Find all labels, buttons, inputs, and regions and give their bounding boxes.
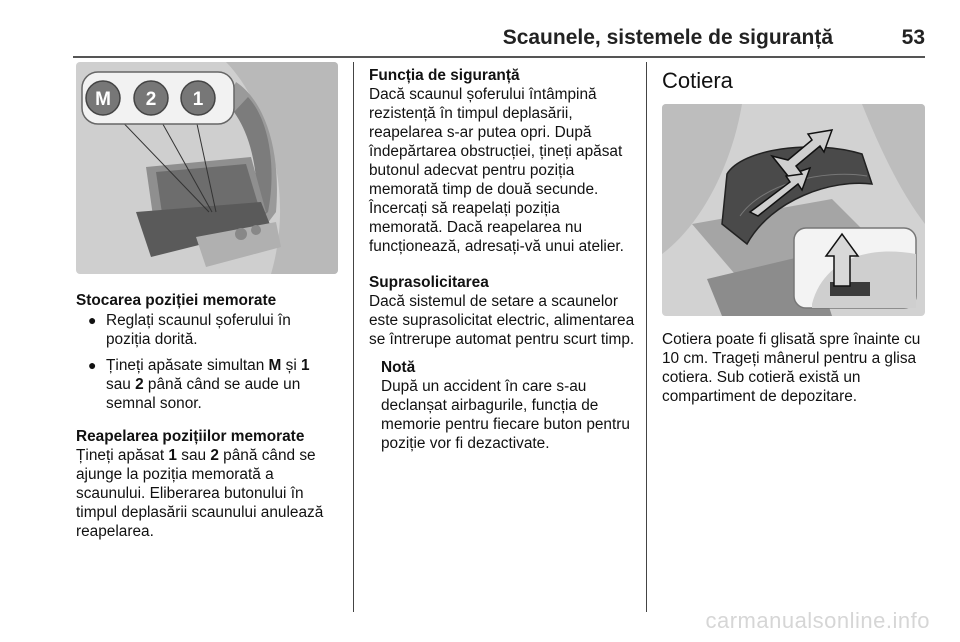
note-title: Notă (381, 359, 416, 376)
store-steps-list (76, 311, 338, 413)
recall-paragraph: Țineți apăsat 1 sau 2 până când se ajunge la poziția memorată a scaunului. Eliberarea butonului în timpul deplasării scaunului anulează reapelarea. (76, 447, 324, 540)
armrest-figure (662, 104, 925, 316)
memory-button-m (86, 81, 120, 115)
safety-paragraph: Dacă scaunul șoferului întâmpină rezistență în timpul deplasării, reapelarea s-ar putea opri. După îndepărtarea obstrucției, țineți apăsat butonul adecvat pentru poziția memorată timp de două secunde. Încercați să reapelați poziția memorată. Dacă reapelarea nu funcționează, adresați-vă unui atelier. (369, 86, 624, 255)
section-title-store-position: Stocarea poziției memorate (76, 292, 277, 309)
svg-text:1: 1 (192, 89, 204, 110)
memory-button-1 (181, 81, 215, 115)
section-heading-armrest: Cotiera (662, 68, 733, 93)
page-header (73, 26, 925, 56)
bullet-icon: ● (88, 357, 97, 373)
column-middle (369, 62, 635, 453)
bullet-icon: ● (88, 312, 97, 328)
note-paragraph: După un accident în care s-au declanșat airbagurile, funcția de memorie pentru fiecare buton pentru poziție vor fi dezactivate. (381, 378, 630, 452)
svg-text:2: 2 (145, 89, 157, 110)
list-item: ● Reglați scaunul șoferului în poziția dorită. (88, 312, 291, 348)
watermark: carmanualsonline.info (705, 608, 930, 633)
memory-button-2 (134, 81, 168, 115)
page-title: Scaunele, sistemele de siguranță (502, 26, 833, 49)
page-number: 53 (901, 26, 925, 49)
section-title-safety-function: Funcția de siguranță (369, 67, 520, 84)
section-title-recall-position: Reapelarea pozițiilor memorate (76, 428, 305, 445)
overload-paragraph: Dacă sistemul de setare a scaunelor este suprasolicitat electric, alimentarea se întrerupe automat pentru scurt timp. (369, 293, 635, 348)
column-divider-1 (353, 62, 354, 612)
column-divider-2 (646, 62, 647, 612)
column-left (76, 62, 338, 541)
section-title-overload: Suprasolicitarea (369, 274, 489, 291)
column-right (662, 62, 928, 406)
header-rule (73, 56, 925, 58)
list-item: ● Țineți apăsate simultan M și 1 sau 2 până când se aude un semnal sonor. (88, 357, 310, 412)
note-box (369, 358, 635, 453)
armrest-paragraph: Cotiera poate fi glisată spre înainte cu 10 cm. Trageți mânerul pentru a glisa cotiera. Sub cotieră există un compartiment de depozitare. (662, 331, 921, 405)
seat-memory-figure (76, 62, 338, 274)
svg-text:M: M (95, 89, 111, 110)
